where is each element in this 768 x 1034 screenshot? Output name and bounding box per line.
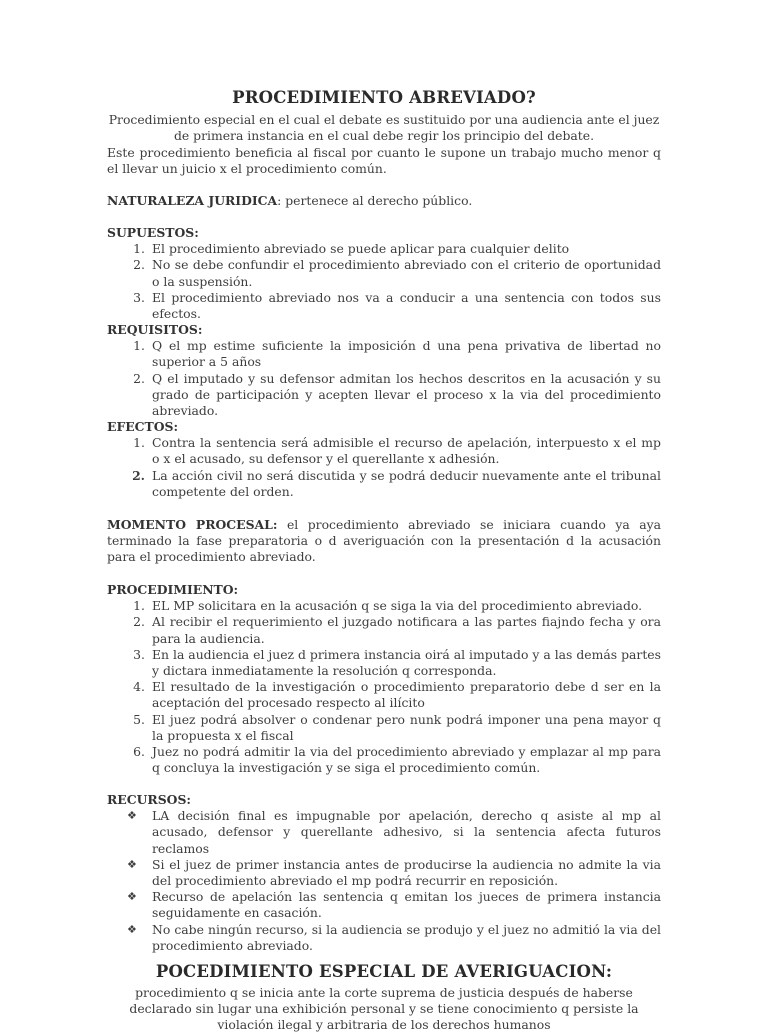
- list-item: ❖ Si el juez de primer instancia antes de producirse la audiencia no admite la via del procedimiento abreviado el mp podrá recurrir en reposición.: [127, 856, 661, 889]
- recursos-list: [107, 808, 661, 954]
- section-title: POCEDIMIENTO ESPECIAL DE AVERIGUACION:: [155, 962, 613, 981]
- list-item: 1. Contra la sentencia será admisible el recurso de apelación, interpuesto x el mp o x el acusado, su defensor y el querellante x adhesión.: [133, 435, 661, 467]
- list-item: 2. Q el imputado y su defensor admitan los hechos descritos en la acusación y su grado de participación y acepten llevar el proceso x la via del procedimiento abreviado.: [133, 370, 661, 419]
- diamond-bullet-icon: ❖: [127, 890, 137, 904]
- list-item: 2. La acción civil no será discutida y se podrá deducir nuevamente ante el tribunal competente del orden.: [132, 467, 661, 499]
- naturaleza-label: NATURALEZA JURIDICA: [107, 193, 278, 208]
- momento-label: MOMENTO PROCESAL:: [107, 517, 278, 532]
- naturaleza-text: : pertenece al derecho público.: [277, 193, 473, 208]
- list-item: ❖ No cabe ningún recurso, si la audiencia se produjo y el juez no admitió la via del procedimiento abreviado.: [127, 921, 661, 953]
- list-item: 2. No se debe confundir el procedimiento abreviado con el criterio de oportunidad o la suspensión.: [133, 257, 661, 289]
- page-title: PROCEDIMIENTO ABREVIADO?: [232, 88, 536, 107]
- requisitos-heading: REQUISITOS:: [107, 322, 203, 337]
- list-item: 5. El juez podrá absolver o condenar pero nunk podrá imponer una pena mayor q la propuesta x el fiscal: [133, 711, 661, 743]
- recursos-section: [107, 792, 661, 954]
- diamond-bullet-icon: ❖: [127, 922, 137, 936]
- list-item: 6. Juez no podrá admitir la via del procedimiento abreviado y emplazar al mp para q concluya la investigación y se siga el procedimiento común.: [133, 744, 661, 776]
- efectos-list: [107, 435, 661, 500]
- procedimiento-list: [107, 598, 661, 776]
- supuestos-heading: SUPUESTOS:: [107, 225, 199, 240]
- momento-text: el procedimiento abreviado se iniciara cuando ya aya terminado la fase preparatoria o d averiguación con la presentación d la acusación para el procedimiento abreviado.: [107, 517, 662, 565]
- list-item: 4. El resultado de la investigación o procedimiento preparatorio debe d ser en la aceptación del procesado respecto al ilícito: [133, 679, 661, 711]
- intro-centered-text: Procedimiento especial en el cual el debate es sustituido por una audiencia ante el juez de primera instancia en el cual debe regir los principio del debate.: [108, 112, 660, 144]
- procedimiento-heading: PROCEDIMIENTO:: [107, 582, 239, 597]
- recursos-heading: RECURSOS:: [107, 792, 191, 807]
- naturaleza-section: [107, 193, 661, 209]
- diamond-bullet-icon: ❖: [127, 857, 137, 871]
- list-item: ❖ LA decisión final es impugnable por apelación, derecho q asiste al mp al acusado, defensor y querellante adhesivo, si la sentencia afecta futuros reclamos: [127, 808, 661, 856]
- supuestos-list: [107, 241, 661, 322]
- list-item: 3. En la audiencia el juez d primera instancia oirá al imputado y a las demás partes y dictara inmediatamente la resolución q corresponda.: [133, 646, 661, 679]
- procedimiento-section: [107, 582, 661, 776]
- list-item: ❖ Recurso de apelación las sentencia q emitan los jueces de primera instancia seguidamente en casación.: [127, 889, 661, 921]
- supuestos-section: [107, 225, 661, 322]
- momento-section: [107, 517, 661, 566]
- efectos-section: [107, 419, 661, 500]
- requisitos-section: [107, 322, 661, 419]
- diamond-bullet-icon: ❖: [127, 809, 137, 823]
- list-item: 3. El procedimiento abreviado nos va a conducir a una sentencia con todos sus efectos.: [133, 289, 661, 322]
- outro-centered-text: procedimiento q se inicia ante la corte suprema de justicia después de haberse declarado sin lugar una exhibición personal y se tiene conocimiento q persiste la violación ilegal y arbitraria de los derechos humanos: [129, 985, 639, 1033]
- intro-paragraph: Este procedimiento beneficia al fiscal por cuanto le supone un trabajo mucho menor q el llevar un juicio x el procedimiento común.: [107, 145, 661, 177]
- list-item: 1. El procedimiento abreviado se puede aplicar para cualquier delito: [133, 241, 570, 257]
- list-item: 1. EL MP solicitara en la acusación q se siga la via del procedimiento abreviado.: [133, 598, 643, 614]
- efectos-heading: EFECTOS:: [107, 419, 179, 434]
- requisitos-list: [107, 338, 661, 419]
- list-item: 2. Al recibir el requerimiento el juzgado notificara a las partes fiajndo fecha y ora para la audiencia.: [133, 614, 661, 646]
- list-item: 1. Q el mp estime suficiente la imposición d una pena privativa de libertad no superior a 5 años: [133, 338, 661, 370]
